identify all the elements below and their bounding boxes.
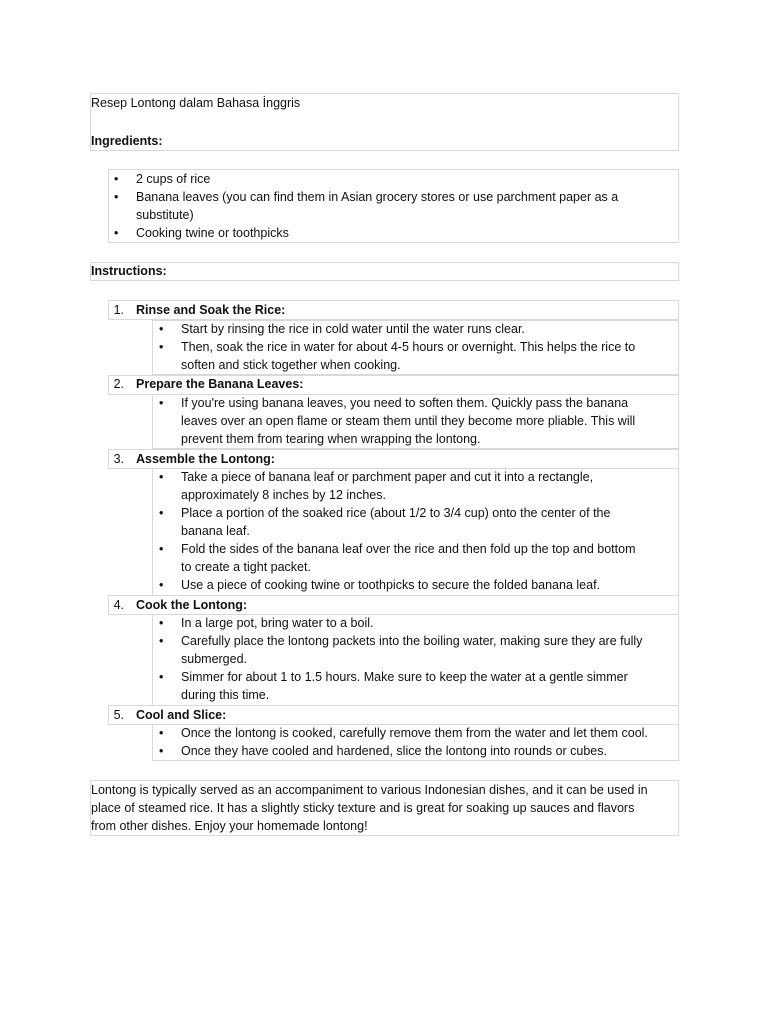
- page-title: Resep Lontong dalam Bahasa İnggris: [91, 96, 301, 110]
- closing-line: Lontong is typically served as an accompaniment to various Indonesian dishes, and it can be used in: [91, 783, 648, 797]
- step-4-number: 4.: [113, 598, 124, 612]
- step-5-number: 5.: [113, 708, 124, 722]
- ingredients-list: [108, 170, 679, 242]
- step-item: • Carefully place the lontong packets into the boiling water, making sure they are fully submerged.: [153, 632, 679, 668]
- ingredient-item: • 2 cups of rice: [108, 170, 679, 188]
- step-1-list: [153, 320, 679, 374]
- closing-line: from other dishes. Enjoy your homemade lontong!: [91, 819, 368, 833]
- step-3-number: 3.: [113, 452, 124, 466]
- step-item: • Simmer for about 1 to 1.5 hours. Make sure to keep the water at a gentle simmer during this time.: [153, 668, 679, 704]
- step-2-title: Prepare the Banana Leaves:: [136, 377, 304, 391]
- step-3-title: Assemble the Lontong:: [136, 452, 275, 466]
- step-item: • Place a portion of the soaked rice (about 1/2 to 3/4 cup) onto the center of the banana leaf.: [153, 504, 679, 540]
- instructions-heading-box: [90, 262, 679, 281]
- ingredient-item: • Cooking twine or toothpicks: [108, 224, 679, 242]
- step-item: • Once they have cooled and hardened, slice the lontong into rounds or cubes.: [153, 742, 679, 760]
- closing-line: place of steamed rice. It has a slightly sticky texture and is great for soaking up sauces and flavors: [91, 801, 635, 815]
- step-1-title: Rinse and Soak the Rice:: [136, 303, 286, 317]
- ingredient-item: • Banana leaves (you can find them in Asian grocery stores or use parchment paper as a substitute): [108, 188, 679, 224]
- step-item: • If you're using banana leaves, you need to soften them. Quickly pass the banana leaves over an open flame or steam them until they become more pliable. This will prevent them from tearing when wrapping the lontong.: [153, 394, 679, 448]
- step-4-title: Cook the Lontong:: [136, 598, 248, 612]
- step-item: • Start by rinsing the rice in cold water until the water runs clear.: [153, 320, 679, 338]
- step-5-list: [153, 724, 679, 760]
- step-4-list: [153, 614, 679, 704]
- step-item: • Fold the sides of the banana leaf over the rice and then fold up the top and bottom to create a tight packet.: [153, 540, 679, 576]
- step-item: • Then, soak the rice in water for about 4-5 hours or overnight. This helps the rice to soften and stick together when cooking.: [153, 338, 679, 374]
- step-item: • Take a piece of banana leaf or parchment paper and cut it into a rectangle, approximately 8 inches by 12 inches.: [153, 468, 679, 504]
- step-2-number: 2.: [113, 377, 124, 391]
- step-item: • Once the lontong is cooked, carefully remove them from the water and let them cool.: [153, 724, 679, 742]
- step-3-list: [153, 468, 679, 594]
- step-5-title: Cool and Slice:: [136, 708, 227, 722]
- step-2-list: [153, 394, 679, 448]
- instructions-heading: Instructions:: [91, 264, 167, 278]
- step-1-number: 1.: [113, 303, 124, 317]
- step-item: • In a large pot, bring water to a boil.: [153, 614, 679, 632]
- ingredients-heading: Ingredients:: [91, 134, 163, 148]
- step-item: • Use a piece of cooking twine or toothpicks to secure the folded banana leaf.: [153, 576, 679, 594]
